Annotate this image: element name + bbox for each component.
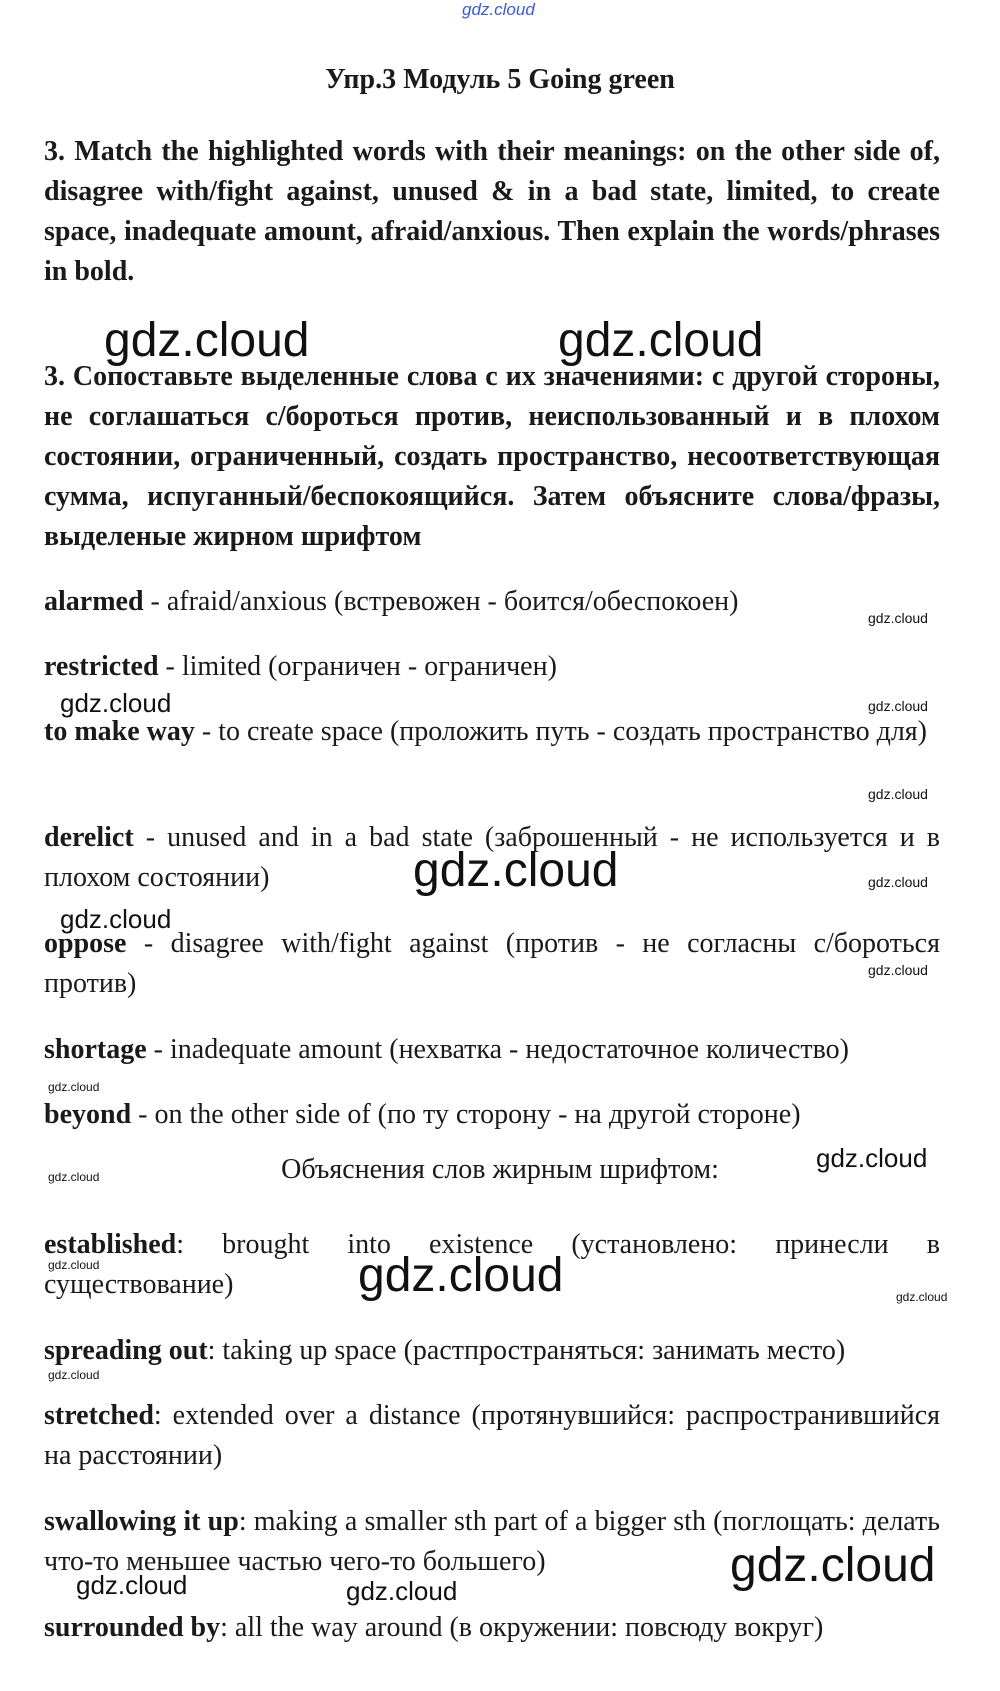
match-text: limited (ограничен - ограничен) — [181, 651, 557, 682]
match-item — [44, 712, 940, 752]
match-item — [44, 1030, 940, 1070]
match-text: unused and in a bad state (заброшенный - не используется и в плохом состоянии) — [44, 822, 941, 893]
match-term: alarmed — [44, 586, 144, 617]
match-text: inadequate amount (нехватка - недостаточное количество) — [169, 1034, 849, 1065]
explanation-text: extended over a distance (протянувшийся: распространившийся на расстоянии) — [44, 1400, 941, 1471]
explanation-item — [44, 1331, 940, 1371]
explanation-text: all the way around (в окружении: повсюду вокруг) — [234, 1612, 824, 1643]
match-text: to create space (проложить путь - создать пространство для) — [218, 716, 927, 747]
watermark: gdz.cloud — [868, 962, 928, 978]
explanation-sep: : — [220, 1612, 235, 1643]
explanation-term: established — [44, 1229, 177, 1260]
watermark: gdz.cloud — [358, 1249, 564, 1302]
watermark: gdz.cloud — [60, 904, 172, 934]
explanation-item — [44, 1396, 940, 1476]
explanation-term: surrounded by — [44, 1612, 221, 1643]
explanation-sep: : — [238, 1506, 254, 1537]
explanation-sep: : — [207, 1335, 223, 1366]
top-watermark: gdz.cloud — [462, 0, 535, 19]
match-sep: - — [133, 822, 168, 853]
explanation-text: taking up space (растпространяться: занимать место) — [222, 1335, 846, 1366]
watermark: gdz.cloud — [48, 1368, 100, 1382]
match-term: shortage — [44, 1034, 147, 1065]
page-title: Упр.3 Модуль 5 Going green — [325, 64, 675, 95]
match-sep: - — [194, 716, 219, 747]
watermark: gdz.cloud — [868, 610, 928, 626]
explanation-item — [44, 1608, 940, 1648]
explanation-term: stretched — [44, 1400, 154, 1431]
match-item — [44, 924, 940, 1004]
match-item — [44, 1095, 940, 1135]
watermark: gdz.cloud — [868, 698, 928, 714]
watermark: gdz.cloud — [868, 874, 928, 890]
match-item — [44, 582, 940, 622]
match-text: disagree with/fight against (против - не согласны с/бороться против) — [44, 928, 940, 999]
watermark: gdz.cloud — [104, 314, 310, 367]
match-text: afraid/anxious (встревожен - боится/обеспокоен) — [166, 586, 739, 617]
explanation-sep: : — [176, 1229, 223, 1260]
watermark: gdz.cloud — [346, 1576, 458, 1606]
match-term: to make way — [44, 716, 195, 747]
explanation-term: spreading out — [44, 1335, 208, 1366]
explanations-heading: Объяснения слов жирным шрифтом: — [281, 1154, 719, 1185]
watermark: gdz.cloud — [896, 1290, 948, 1304]
match-sep: - — [143, 586, 167, 617]
match-term: restricted — [44, 651, 159, 682]
watermark: gdz.cloud — [76, 1570, 188, 1600]
task-english: 3. Match the highlighted words with their meanings: on the other side of, disagree with/fight against, unused & in a bad state, limited, to create space, inadequate amount, afraid/anxious. Then explain the words/phrases in bold. — [44, 136, 940, 287]
match-sep: - — [126, 928, 171, 959]
explanation-text: making a smaller sth part of a bigger sth (поглощать: делать что-то меньшее частью чего-то большего) — [44, 1506, 941, 1577]
explanation-text: brought into existence (установлено: принесли в существование) — [44, 1229, 940, 1300]
match-text: on the other side of (по ту сторону - на другой стороне) — [154, 1099, 801, 1130]
watermark: gdz.cloud — [48, 1170, 100, 1184]
match-term: derelict — [44, 822, 134, 853]
match-term: beyond — [44, 1099, 132, 1130]
watermark: gdz.cloud — [48, 1258, 100, 1272]
match-sep: - — [146, 1034, 170, 1065]
explanation-sep: : — [153, 1400, 173, 1431]
watermark: gdz.cloud — [48, 1080, 100, 1094]
watermark: gdz.cloud — [730, 1539, 936, 1592]
match-item — [44, 647, 940, 687]
watermark: gdz.cloud — [413, 844, 619, 897]
task-russian: 3. Сопоставьте выделенные слова с их значениями: с другой стороны, не соглашаться с/бороться против, неиспользованный и в плохом состоянии, ограниченный, создать пространство, несоответствующая сумма, испуганный/беспокоящийся. Затем объясните слова/фразы, выделеные жирном шрифтом — [44, 361, 940, 552]
watermark: gdz.cloud — [558, 314, 764, 367]
match-term: oppose — [44, 928, 127, 959]
watermark: gdz.cloud — [60, 688, 172, 718]
watermark: gdz.cloud — [868, 786, 928, 802]
explanation-term: swallowing it up — [44, 1506, 239, 1537]
match-sep: - — [131, 1099, 155, 1130]
watermark: gdz.cloud — [816, 1143, 928, 1173]
match-sep: - — [158, 651, 182, 682]
